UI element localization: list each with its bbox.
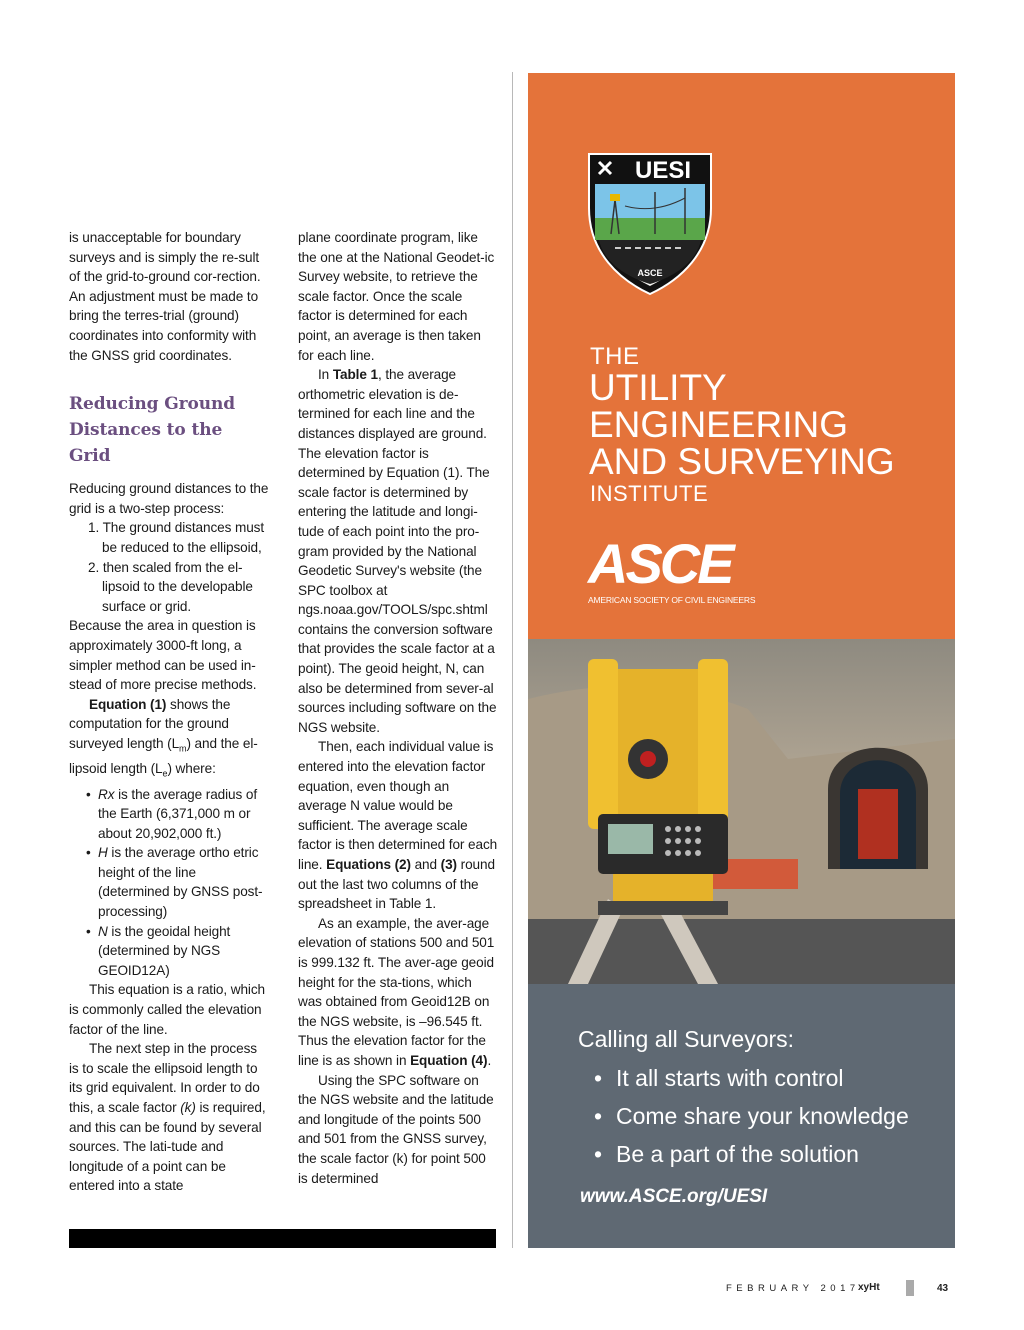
list-item-text: is the average radius of the Earth (6,371,000 m or about 20,902,000 ft.)	[98, 786, 258, 841]
list-item	[69, 922, 269, 981]
text-run: ) and the el-lipsoid length (L	[69, 735, 258, 777]
ad-orange-panel	[528, 73, 955, 639]
ad-the: THE	[590, 343, 640, 370]
bullet-icon: •	[86, 923, 91, 939]
ad-bullet-text: It all starts with control	[616, 1065, 844, 1091]
uesi-shield-icon	[585, 148, 715, 298]
paragraph	[298, 365, 498, 737]
paragraph: Using the SPC software on the NGS website and the latitude and longitude of the points 500 and 501 from the GNSS survey, the scale factor (k) for point 500 is determined	[298, 1072, 494, 1186]
text-run: .	[487, 1052, 492, 1068]
text-run: Then, each individual value is entered into the elevation factor equation, even though an average N value would be sufficient. The average scale factor is then determined for each line.	[298, 739, 498, 872]
paragraph: This equation is a ratio, which is commonly called the elevation factor of the line.	[69, 982, 265, 1037]
paragraph	[298, 737, 498, 913]
bullet-icon: •	[594, 1103, 603, 1129]
text-run: The next step in the process is to scale the ellipsoid length to its grid equivalent. In order to do this, a scale factor	[69, 1041, 260, 1115]
ad-bullet	[594, 1065, 844, 1092]
equation-ref: Equation (4)	[410, 1052, 488, 1068]
bullet-icon: •	[594, 1141, 603, 1167]
ad-bullet-text: Be a part of the solution	[616, 1141, 859, 1167]
ad-bullet-text: Come share your knowledge	[616, 1103, 909, 1129]
subscript: e	[162, 768, 168, 779]
variable-symbol: Rx	[98, 786, 115, 802]
paragraph	[69, 695, 269, 785]
text-run: In	[318, 367, 333, 383]
subscript: m	[179, 743, 187, 754]
ad-line-surveying: AND SURVEYING	[589, 441, 895, 482]
badge-sub: ASCE	[637, 268, 663, 278]
ad-bullet	[594, 1103, 909, 1130]
ad-institute: INSTITUTE	[590, 481, 709, 506]
list-item-text: is the geoidal height (determined by NGS GEOID12A)	[98, 923, 231, 978]
total-station-photo	[528, 639, 955, 984]
page-number: 43	[937, 1283, 949, 1294]
variable-symbol: H	[98, 845, 108, 861]
paragraph	[69, 1039, 269, 1196]
text-run: , the average orthometric elevation is de-termined for each line and the distances displayed are ground. The elevation factor is determined by Equation (1). The scale factor is determined by entering the latitude and longi-tude of each point into the pro-gram provided by the National Geodetic Survey's website (the SPC toolbox at ngs.noaa.gov/TOOLS/spc.shtml contains the conversion software that provides the scale factor at a point). The geoid height, N, can also be determined from sever-al sources including software on the NGS website.	[298, 367, 497, 735]
text-run: shows the computation for the ground surveyed length (L	[69, 696, 231, 751]
variable-symbol: N	[98, 923, 108, 939]
footer-magazine: xyHt	[858, 1282, 880, 1293]
list-item: 1. The ground distances must be reduced to the ellipsoid,	[88, 520, 265, 555]
ad-line-utility: UTILITY	[589, 367, 727, 408]
footer-date: FEBRUARY 2017	[726, 1283, 860, 1294]
list-item: 2. then scaled from the el-lipsoid to the developable surface or grid.	[88, 559, 253, 614]
equation-ref: (3)	[440, 857, 457, 872]
text-run: ) where:	[167, 761, 216, 777]
list-item	[69, 785, 269, 844]
text-run: round out the last two columns of the spreadsheet in Table 1.	[298, 857, 495, 912]
article-column-1	[69, 228, 269, 1196]
equation-ref: Equations (2)	[326, 857, 411, 872]
surveying-instrument-image	[528, 639, 955, 984]
ad-line-engineering: ENGINEERING	[589, 404, 849, 445]
paragraph: Reducing ground distances to the grid is a two-step process:	[69, 481, 269, 516]
paragraph	[298, 914, 498, 1071]
column-divider	[512, 72, 513, 1248]
text-run: As an example, the aver-age elevation of stations 500 and 501 is 999.132 ft. The aver-age geoid height for the sta-tions, which was obtained from Geoid12B on the NGS website, is –96.545 ft. Thus the elevation factor for the line is as shown in	[298, 915, 495, 1068]
asce-logo-subtitle: AMERICAN SOCIETY OF CIVIL ENGINEERS	[588, 595, 756, 605]
uesi-advertisement	[528, 73, 955, 1248]
intro-paragraph: is unacceptable for boundary surveys and is simply the re-sult of the grid-to-ground cor-rection. An adjustment must be made to bring the terres-trial (ground) coordinates into conformity with the GNSS grid coordinates.	[69, 230, 261, 363]
text-run: is required, and this can be found by several sources. The lati-tude and longitude of a point can be entered into a state	[69, 1100, 266, 1194]
badge-text: UESI	[634, 157, 692, 184]
ad-calling: Calling all Surveyors:	[578, 1026, 795, 1052]
bullet-icon: •	[86, 786, 91, 802]
bullet-icon: •	[86, 845, 91, 861]
text-run: and	[410, 857, 441, 872]
article-column-2	[298, 228, 498, 1188]
variable-symbol: (k)	[180, 1100, 196, 1115]
asce-logo-word: ASCE	[588, 532, 732, 595]
paragraph: Because the area in question is approximately 3000-ft long, a simpler method can be used in-stead of more precise methods.	[69, 618, 257, 693]
equation-ref: Equation (1)	[89, 696, 167, 712]
bottom-rule	[69, 1229, 496, 1248]
list-item	[69, 843, 269, 921]
bullet-icon: •	[594, 1065, 603, 1091]
list-item-text: is the average ortho etric height of the line (determined by GNSS post-processing)	[98, 845, 263, 920]
ad-bullet	[594, 1141, 859, 1168]
ad-url-link[interactable]: www.ASCE.org/UESI	[580, 1186, 768, 1207]
section-heading: Reducing Ground Distances to the Grid	[69, 394, 236, 467]
footer-tab-marker	[906, 1280, 914, 1296]
table-ref: Table 1	[332, 367, 378, 383]
paragraph: plane coordinate program, like the one at the National Geodet-ic Survey website, to retrieve the scale factor. Once the scale factor is determined for each point, an average is then taken for each line.	[298, 230, 495, 363]
asce-logo	[588, 532, 756, 605]
